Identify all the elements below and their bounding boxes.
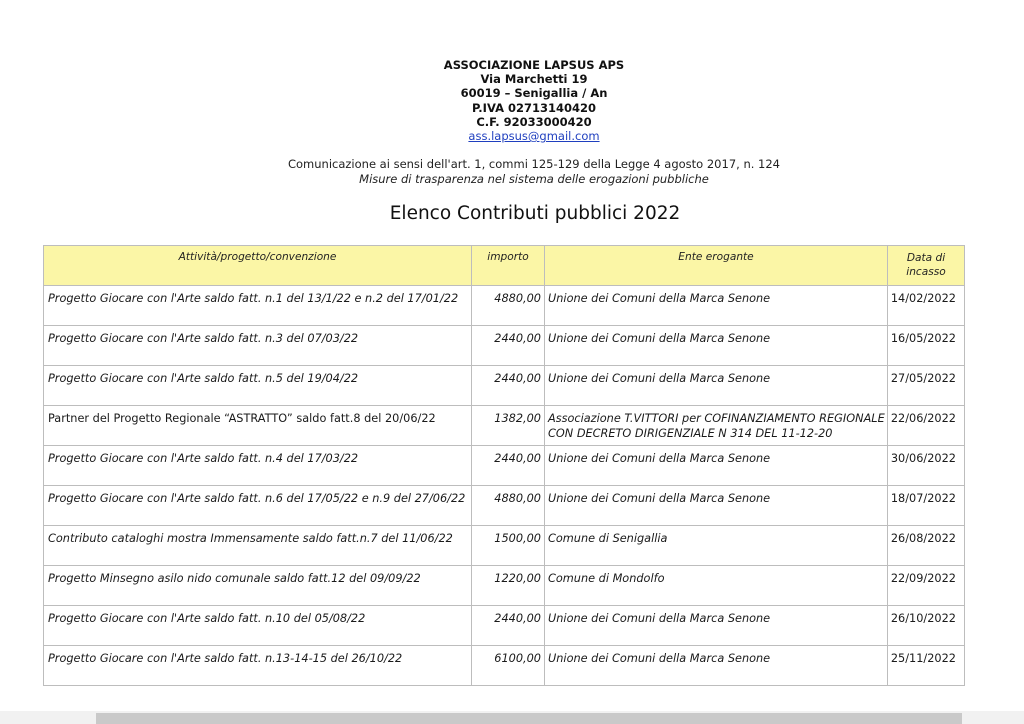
org-email-link[interactable]: ass.lapsus@gmail.com — [468, 129, 600, 144]
entity-cell: Comune di Senigallia — [545, 526, 888, 566]
activity-cell: Partner del Progetto Regionale “ASTRATTO” saldo fatt.8 del 20/06/22 — [44, 406, 472, 446]
table-row — [44, 606, 965, 646]
activity-cell: Progetto Giocare con l'Arte saldo fatt. n.10 del 05/08/22 — [44, 606, 472, 646]
activity-cell: Progetto Minsegno asilo nido comunale saldo fatt.12 del 09/09/22 — [44, 566, 472, 606]
table-row — [44, 406, 965, 446]
amount-cell: 1220,00 — [472, 566, 545, 606]
date-cell: 27/05/2022 — [888, 366, 965, 406]
amount-cell: 2440,00 — [472, 366, 545, 406]
horizontal-scrollbar-thumb[interactable] — [96, 713, 962, 724]
amount-cell: 6100,00 — [472, 646, 545, 686]
communication-subtitle: Misure di trasparenza nel sistema delle erogazioni pubbliche — [359, 172, 709, 186]
table-row — [44, 366, 965, 406]
header-amount: importo — [472, 246, 545, 286]
entity-cell: Comune di Mondolfo — [545, 566, 888, 606]
amount-cell: 2440,00 — [472, 606, 545, 646]
date-cell: 26/08/2022 — [888, 526, 965, 566]
contributions-table — [43, 245, 965, 686]
date-cell: 22/06/2022 — [888, 406, 965, 446]
header-activity: Attività/progetto/convenzione — [44, 246, 472, 286]
date-cell: 16/05/2022 — [888, 326, 965, 366]
activity-cell: Progetto Giocare con l'Arte saldo fatt. n.13-14-15 del 26/10/22 — [44, 646, 472, 686]
header-date-line2: incasso — [906, 266, 946, 278]
activity-cell: Progetto Giocare con l'Arte saldo fatt. n.4 del 17/03/22 — [44, 446, 472, 486]
activity-cell: Progetto Giocare con l'Arte saldo fatt. n.6 del 17/05/22 e n.9 del 27/06/22 — [44, 486, 472, 526]
amount-cell: 2440,00 — [472, 446, 545, 486]
table-row — [44, 646, 965, 686]
amount-cell: 2440,00 — [472, 326, 545, 366]
page-title: Elenco Contributi pubblici 2022 — [389, 203, 681, 224]
activity-cell: Contributo cataloghi mostra Immensamente saldo fatt.n.7 del 11/06/22 — [44, 526, 472, 566]
amount-cell: 4880,00 — [472, 286, 545, 326]
activity-cell: Progetto Giocare con l'Arte saldo fatt. n.1 del 13/1/22 e n.2 del 17/01/22 — [44, 286, 472, 326]
date-cell: 18/07/2022 — [888, 486, 965, 526]
organization-header — [0, 58, 1024, 143]
entity-cell: Associazione T.VITTORI per COFINANZIAMENTO REGIONALE CON DECRETO DIRIGENZIALE N 314 DEL 11-12-20 — [545, 406, 888, 446]
date-cell: 22/09/2022 — [888, 566, 965, 606]
date-cell: 25/11/2022 — [888, 646, 965, 686]
header-entity: Ente erogante — [545, 246, 888, 286]
communication-block — [0, 157, 1024, 187]
entity-cell: Unione dei Comuni della Marca Senone — [545, 286, 888, 326]
org-address: Via Marchetti 19 — [480, 72, 588, 87]
table-row — [44, 526, 965, 566]
amount-cell: 4880,00 — [472, 486, 545, 526]
amount-cell: 1500,00 — [472, 526, 545, 566]
entity-cell: Unione dei Comuni della Marca Senone — [545, 366, 888, 406]
entity-cell: Unione dei Comuni della Marca Senone — [545, 606, 888, 646]
date-cell: 30/06/2022 — [888, 446, 965, 486]
org-name: ASSOCIAZIONE LAPSUS APS — [443, 58, 625, 72]
table-row — [44, 566, 965, 606]
entity-cell: Unione dei Comuni della Marca Senone — [545, 446, 888, 486]
amount-cell: 1382,00 — [472, 406, 545, 446]
org-city: 60019 – Senigallia / An — [460, 86, 608, 101]
header-date — [888, 246, 965, 286]
date-cell: 26/10/2022 — [888, 606, 965, 646]
org-piva: P.IVA 02713140420 — [471, 100, 596, 115]
communication-text: Comunicazione ai sensi dell'art. 1, commi 125-129 della Legge 4 agosto 2017, n. 124 — [287, 157, 780, 171]
table-row — [44, 326, 965, 366]
table-row — [44, 286, 965, 326]
activity-cell: Progetto Giocare con l'Arte saldo fatt. n.3 del 07/03/22 — [44, 326, 472, 366]
entity-cell: Unione dei Comuni della Marca Senone — [545, 646, 888, 686]
org-cf: C.F. 92033000420 — [476, 114, 592, 129]
activity-cell: Progetto Giocare con l'Arte saldo fatt. n.5 del 19/04/22 — [44, 366, 472, 406]
entity-cell: Unione dei Comuni della Marca Senone — [545, 326, 888, 366]
table-header-row — [44, 246, 965, 286]
table-row — [44, 446, 965, 486]
entity-cell: Unione dei Comuni della Marca Senone — [545, 486, 888, 526]
date-cell: 14/02/2022 — [888, 286, 965, 326]
header-date-line1: Data di — [906, 252, 946, 264]
table-row — [44, 486, 965, 526]
